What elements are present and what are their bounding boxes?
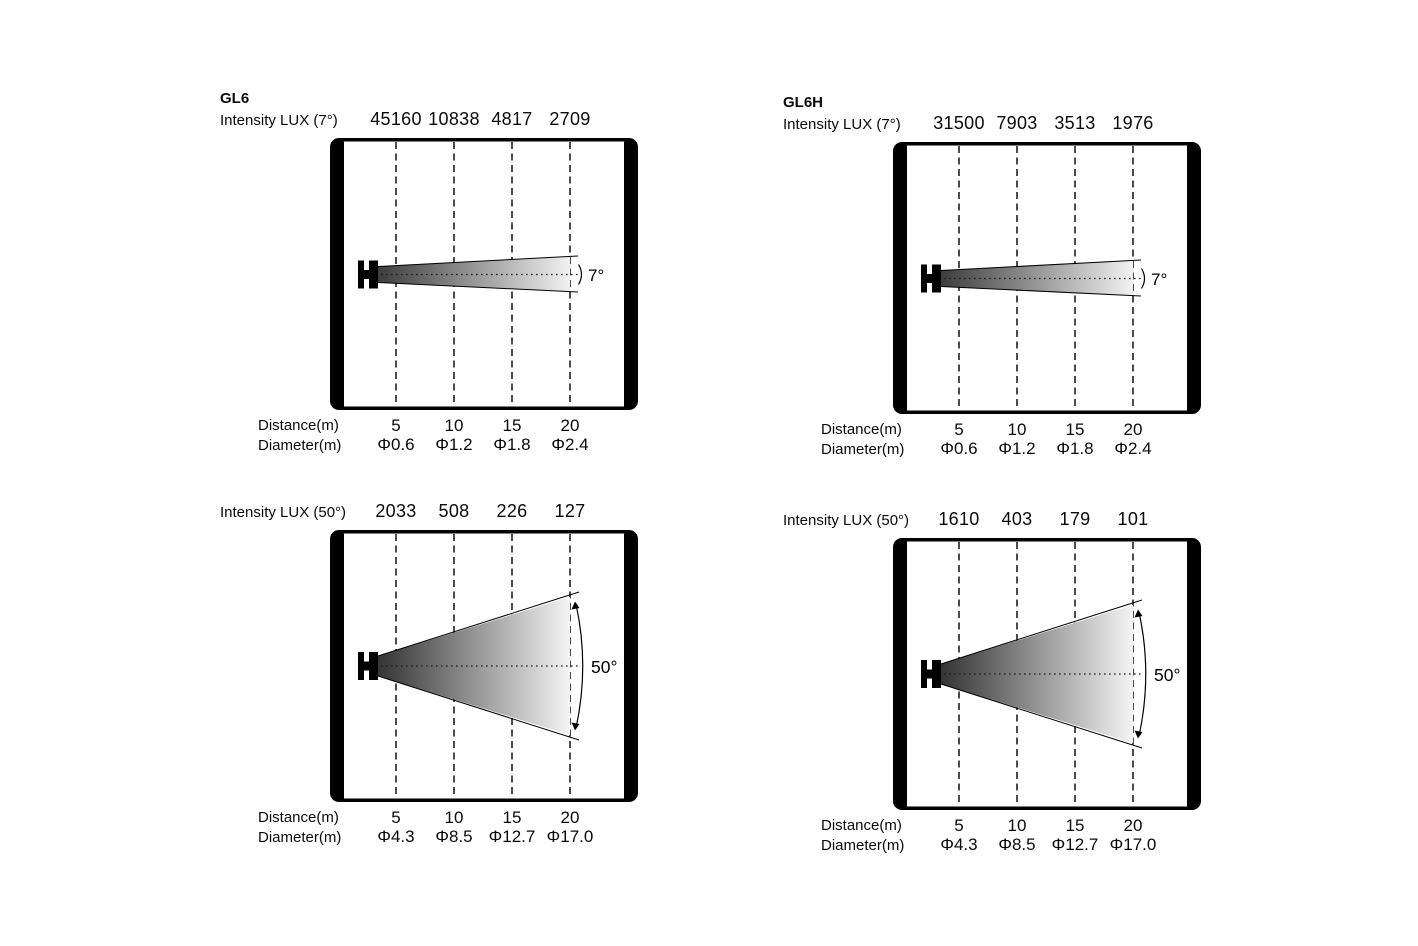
beam-angle-label: 7° (1151, 270, 1168, 289)
diameter-value: Φ4.3 (940, 835, 978, 854)
beam-diagram-wide (330, 530, 638, 802)
distance-value: 15 (1065, 816, 1085, 835)
distance-value: 5 (954, 816, 964, 835)
intensity-value: 31500 (933, 113, 985, 133)
diameter-value: Φ8.5 (998, 835, 1036, 854)
intensity-value: 101 (1117, 509, 1149, 529)
gl6-50deg-chart (220, 480, 640, 858)
distance-value: 5 (391, 808, 401, 827)
diameter-value: Φ2.4 (1114, 439, 1152, 458)
intensity-axis-label: Intensity LUX (7°) (220, 112, 338, 129)
diameter-axis-label: Diameter(m) (821, 837, 905, 854)
intensity-value: 2709 (549, 109, 591, 129)
diameter-axis-label: Diameter(m) (258, 437, 342, 454)
beam-diagram-narrow (893, 142, 1201, 414)
intensity-value: 226 (496, 501, 528, 521)
beam-angle-label: 7° (588, 266, 605, 285)
distance-value: 10 (444, 416, 464, 435)
intensity-value: 3513 (1054, 113, 1096, 133)
distance-value: 20 (1123, 816, 1143, 835)
distance-value: 15 (502, 808, 522, 827)
distance-value: 5 (391, 416, 401, 435)
intensity-axis-label: Intensity LUX (50°) (220, 504, 347, 521)
distance-axis-label: Distance(m) (821, 421, 902, 438)
intensity-value: 403 (1001, 509, 1033, 529)
diameter-value: Φ1.8 (493, 435, 531, 454)
product-title: GL6H (783, 94, 824, 111)
gl6-7deg-chart (220, 88, 640, 466)
intensity-value: 1610 (938, 509, 980, 529)
diameter-value: Φ1.2 (435, 435, 473, 454)
distance-value: 20 (560, 808, 580, 827)
intensity-value: 127 (554, 501, 586, 521)
diameter-axis-label: Diameter(m) (258, 829, 342, 846)
diameter-value: Φ2.4 (551, 435, 589, 454)
distance-value: 15 (1065, 420, 1085, 439)
distance-value: 20 (1123, 420, 1143, 439)
diameter-value: Φ0.6 (377, 435, 415, 454)
diameter-value: Φ4.3 (377, 827, 415, 846)
diameter-value: Φ1.8 (1056, 439, 1094, 458)
beam-diagram-wide (893, 538, 1201, 810)
product-title: GL6 (220, 90, 250, 107)
distance-value: 10 (1007, 816, 1027, 835)
intensity-value: 7903 (996, 113, 1038, 133)
distance-value: 5 (954, 420, 964, 439)
diameter-value: Φ17.0 (1109, 835, 1157, 854)
gl6h-50deg-chart (783, 488, 1203, 866)
beam-angle-label: 50° (591, 657, 618, 677)
beam-diagram-narrow (330, 138, 638, 410)
diameter-value: Φ8.5 (435, 827, 473, 846)
distance-value: 20 (560, 416, 580, 435)
distance-axis-label: Distance(m) (821, 817, 902, 834)
diameter-value: Φ17.0 (546, 827, 594, 846)
distance-value: 10 (1007, 420, 1027, 439)
intensity-value: 2033 (375, 501, 417, 521)
intensity-axis-label: Intensity LUX (50°) (783, 512, 910, 529)
distance-axis-label: Distance(m) (258, 809, 339, 826)
intensity-value: 508 (438, 501, 470, 521)
intensity-value: 1976 (1112, 113, 1154, 133)
diameter-value: Φ1.2 (998, 439, 1036, 458)
diameter-value: Φ0.6 (940, 439, 978, 458)
beam-angle-label: 50° (1154, 665, 1181, 685)
diameter-value: Φ12.7 (488, 827, 536, 846)
diameter-value: Φ12.7 (1051, 835, 1099, 854)
distance-value: 10 (444, 808, 464, 827)
intensity-value: 4817 (491, 109, 533, 129)
intensity-value: 45160 (370, 109, 422, 129)
intensity-value: 179 (1059, 509, 1091, 529)
gl6h-7deg-chart (783, 92, 1203, 470)
distance-axis-label: Distance(m) (258, 417, 339, 434)
diameter-axis-label: Diameter(m) (821, 441, 905, 458)
distance-value: 15 (502, 416, 522, 435)
intensity-axis-label: Intensity LUX (7°) (783, 116, 901, 133)
intensity-value: 10838 (428, 109, 480, 129)
